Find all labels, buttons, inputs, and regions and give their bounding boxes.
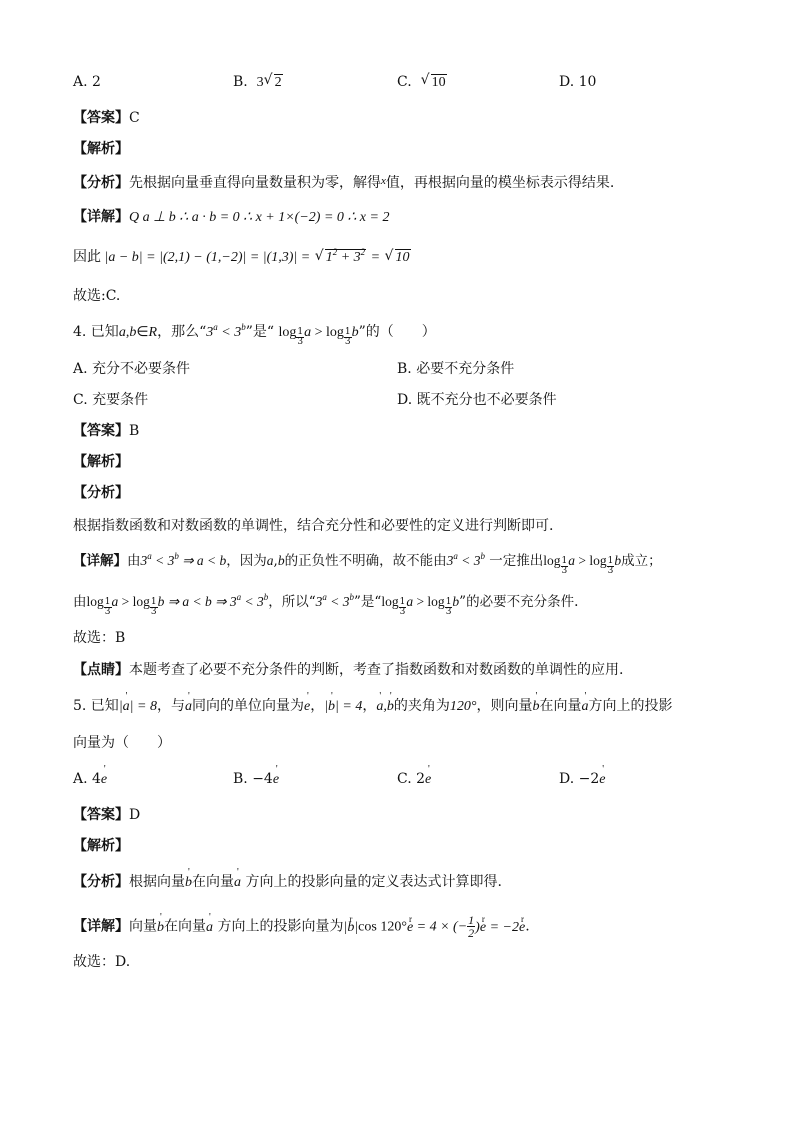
q4-answer: 【答案】B	[73, 423, 140, 439]
q3-fenxi: 【分析】先根据向量垂直得向量数量积为零，解得$^x$值，再根据向量的模坐标表示得结果.	[73, 175, 615, 191]
q3-detail: 【详解】Q a ⊥ b ∴ a · b = 0 ∴ x + 1×(−2) = 0 ∴ x = 2	[73, 209, 390, 225]
q4-conclusion: 故选：B	[73, 630, 126, 646]
q4-fenxi-heading: 【分析】	[73, 485, 129, 501]
q5-option-d: D. −2' e	[559, 769, 605, 790]
q5-analysis-heading: 【解析】	[73, 838, 129, 854]
q4-option-a: A. 充分不必要条件	[73, 361, 191, 377]
q3-hence: 因此 |a − b| = |(2,1) − (1,−2)| = |(1,3)| = √ $1^2 + 3^2$ = √ 10	[73, 247, 410, 265]
q5-option-b: B. −4' e	[233, 769, 279, 790]
q5-answer: 【答案】D	[73, 807, 141, 823]
q4-option-b: B. 必要不充分条件	[397, 361, 515, 377]
q4-stem: 4. 已知a,b∈R，那么“$3^a < 3^b$”是“ log $\frac{1}{3}$ a > log $\frac{1}{3}$ b”的（ ）	[73, 322, 436, 347]
q5-detail: 【详解】向量' b在向量' a 方向上的投影向量为|r b|cos 120°r e = 4 × (− $\frac{1}{2}$ )r e = −2r e.	[73, 914, 530, 939]
q4-analysis-heading: 【解析】	[73, 454, 129, 470]
q3-conclusion: 故选:C.	[73, 288, 121, 304]
q4-option-c: C. 充要条件	[73, 392, 149, 408]
q5-option-a: A. 4' e	[73, 769, 107, 790]
q3-option-b: B. 3 √ 2	[233, 72, 282, 90]
q3-answer: 【答案】C	[73, 110, 140, 126]
q4-detail-1: 【详解】由$3^a < 3^b$ ⇒ a < b，因为a,b的正负性不明确，故不能由$3^a < 3^b$ 一定推出log $\frac{1}{3}$ a > log $\frac{1}{3}$ b成立；	[73, 551, 662, 576]
q3-option-c: C. √ 10	[397, 72, 446, 90]
q4-fenxi-text: 根据指数函数和对数函数的单调性，结合充分性和必要性的定义进行判断即可.	[73, 518, 554, 534]
q5-option-c: C. 2' e	[397, 769, 431, 790]
q4-detail-2: 由log $\frac{1}{3}$ a > log $\frac{1}{3}$ b ⇒ a < b ⇒ $3^a < 3^b$，所以“$3^a < 3^b$”是“log $\frac{1}{3}$ a > log $\frac{1}{3}$ b”的必要不充分条件.	[73, 592, 579, 617]
q4-option-d: D. 既不充分也不必要条件	[397, 392, 557, 408]
q5-stem-line1: 5. 已知|' a| = 8，与' a同向的单位向量为' e，|' b| = 4，' a,' b的夹角为120°，则向量' b在向量' a方向上的投影	[73, 696, 672, 717]
q5-stem-line2: 向量为（ ）	[73, 735, 171, 751]
q5-fenxi: 【分析】根据向量' b在向量' a 方向上的投影向量的定义表达式计算即得.	[73, 872, 502, 893]
q3-option-d: D. 10	[559, 74, 597, 90]
q4-dianjing: 【点睛】本题考查了必要不充分条件的判断，考查了指数函数和对数函数的单调性的应用.	[73, 662, 624, 678]
q5-conclusion: 故选：D.	[73, 954, 131, 970]
q3-analysis-heading: 【解析】	[73, 141, 129, 157]
q3-option-a: A. 2	[73, 74, 101, 90]
